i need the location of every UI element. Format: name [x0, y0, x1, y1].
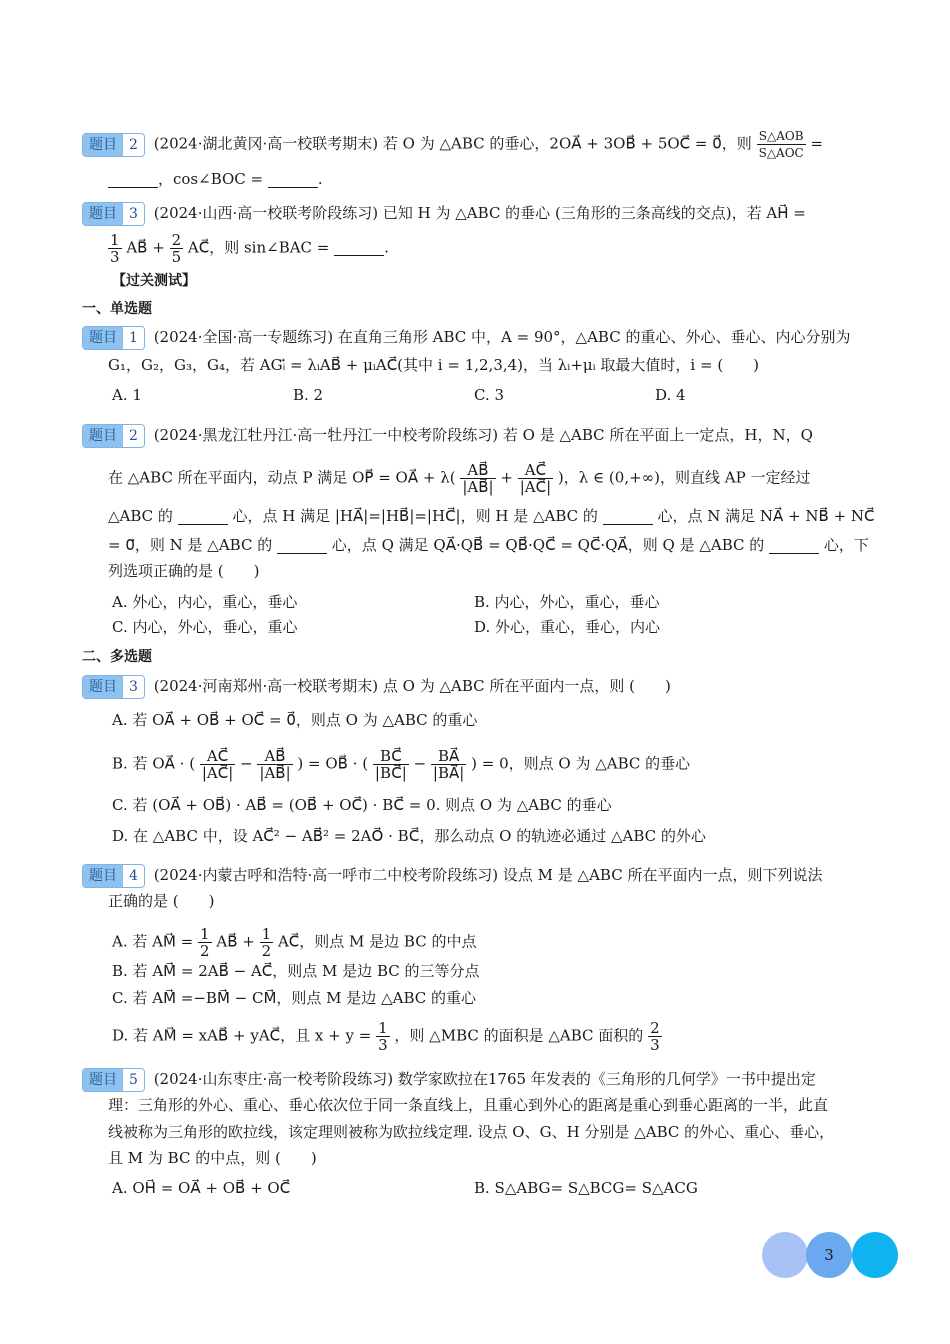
option-c[interactable]: C. 若 AM⃗ =−BM⃗ − CM⃗，则点 M 是边 △ABC 的重心 — [112, 989, 476, 1007]
section-single-choice-heading: 一、单选题 — [82, 301, 152, 317]
question-text: (2024·山东枣庄·高一校考阶段练习) 数学家欧拉在1765 年发表的《三角形的几何学》一书中提出定 — [153, 1070, 816, 1088]
question-tag: 题目 2 — [82, 133, 145, 157]
option-d[interactable]: D. 外心，重心，垂心，内心 — [474, 618, 661, 636]
fraction: $\frac{1}{2}$ — [200, 925, 210, 960]
question-1-line2: G₁，G₂，G₃，G₄，若 AGᵢ⃗ = λᵢAB⃗ + μᵢAC⃗(其中 i = 1,2,3,4)，当 λᵢ+μᵢ 取最大值时，i = ( ) — [108, 356, 760, 374]
fraction: $\frac{BA⃗}{|BA⃗|}$ — [432, 747, 465, 782]
section-multi-choice-heading: 二、多选题 — [82, 649, 152, 665]
section-test-heading: 【过关测试】 — [112, 273, 196, 289]
question-pre-3-line2: $\frac{1}{3}$ AB⃗ + $\frac{2}{5}$ AC⃗，则 sin∠BAC = . — [110, 231, 389, 266]
decor-circle-2 — [806, 1232, 852, 1278]
answer-blank[interactable] — [603, 510, 653, 525]
option-d[interactable]: D. 4 — [655, 386, 686, 404]
question-pre-2: 题目 2 (2024·湖北黄冈·高一校联考期末) 若 O 为 △ABC 的垂心，2OA⃗ + 3OB⃗ + 5OC⃗ = 0⃗，则 $\frac{\text{S△AOB}}{\text{S△AOC}}$ = — [82, 128, 823, 161]
option-b[interactable]: B. 内心，外心，重心，垂心 — [474, 593, 660, 611]
option-b[interactable]: B. 若 AM⃗ = 2AB⃗ − AC⃗，则点 M 是边 BC 的三等分点 — [112, 962, 480, 980]
question-2-line5: 列选项正确的是 ( ) — [108, 562, 260, 580]
option-b[interactable]: B. 2 — [293, 386, 324, 404]
option-a[interactable]: A. 若 AM⃗ = $\frac{1}{2}$ AB⃗ + $\frac{1}{2}$ AC⃗，则点 M 是边 BC 的中点 — [112, 925, 477, 960]
question-text: (2024·内蒙古呼和浩特·高一呼市二中校考阶段练习) 设点 M 是 △ABC 所在平面内一点，则下列说法 — [153, 866, 823, 884]
fraction: $\frac{1}{3}$ — [110, 231, 120, 266]
answer-blank[interactable] — [769, 539, 819, 554]
question-2-line4: = 0⃗，则 N 是 △ABC 的 心，点 Q 满足 QA⃗·QB⃗ = QB⃗·QC⃗ = QC⃗·QA⃗，则 Q 是 △ABC 的 心，下 — [108, 536, 869, 554]
question-pre-2-line2: ，cos∠BOC = . — [108, 168, 323, 190]
answer-blank[interactable] — [268, 173, 318, 188]
page-number-badge — [762, 1232, 902, 1278]
question-tag: 题目 3 — [82, 202, 145, 226]
question-3 — [82, 675, 671, 699]
fraction: $\frac{1}{3}$ — [378, 1019, 388, 1054]
option-c[interactable]: C. 3 — [474, 386, 505, 404]
fraction: $\frac{AC⃗}{|AC⃗|}$ — [519, 461, 552, 496]
option-d[interactable]: D. 在 △ABC 中，设 AC⃗² − AB⃗² = 2AO⃗ · BC⃗，那么动点 O 的轨迹必通过 △ABC 的外心 — [112, 827, 706, 845]
option-b[interactable]: B. 若 OA⃗ · ( $\frac{AC⃗}{|AC⃗|}$ − $\frac{AB⃗}{|AB⃗|}$ ) = OB⃗ · ( $\frac{BC⃗}{|BC⃗|}$ − $\frac{BA⃗}{|BA⃗|}$ ) = 0，则点 O 为 △ABC 的垂心 — [112, 747, 691, 782]
option-d[interactable]: D. 若 AM⃗ = xAB⃗ + yAC⃗，且 x + y = $\frac{1}{3}$ ，则 △MBC 的面积是 △ABC 面积的 $\frac{2}{3}$ — [112, 1019, 660, 1054]
fraction: $\frac{1}{2}$ — [261, 925, 272, 960]
question-5-line2: 理：三角形的外心、重心、垂心依次位于同一条直线上，且重心到外心的距离是重心到垂心距离的一半，此直 — [108, 1096, 829, 1114]
question-2 — [82, 424, 813, 448]
fraction: $\frac{2}{5}$ — [171, 231, 182, 266]
option-c[interactable]: C. 若 (OA⃗ + OB⃗) · AB⃗ = (OB⃗ + OC⃗) · BC⃗ = 0. 则点 O 为 △ABC 的垂心 — [112, 796, 612, 814]
fraction: $\frac{AC⃗}{|AC⃗|}$ — [201, 747, 234, 782]
option-a[interactable]: A. 外心，内心，重心，垂心 — [112, 593, 298, 611]
page-number: 3 — [824, 1246, 834, 1264]
question-text: (2024·全国·高一专题练习) 在直角三角形 ABC 中，A = 90°，△ABC 的重心、外心、垂心、内心分别为 — [153, 328, 851, 346]
fraction: $\frac{AB⃗}{|AB⃗|}$ — [462, 461, 494, 496]
question-pre-3 — [82, 202, 806, 226]
answer-blank[interactable] — [334, 241, 384, 256]
question-4-line2: 正确的是 ( ) — [108, 892, 215, 910]
question-1 — [82, 326, 850, 350]
question-tag: 题目 2 — [82, 424, 145, 448]
option-c[interactable]: C. 内心，外心，垂心，重心 — [112, 618, 298, 636]
decor-circle-1 — [762, 1232, 808, 1278]
area-ratio-fraction: $\frac{\text{S△AOB}}{\text{S△AOC}}$ — [758, 129, 804, 160]
question-5-line3: 线被称为三角形的欧拉线，该定理则被称为欧拉线定理. 设点 O、G、H 分别是 △ABC 的外心、重心、垂心， — [108, 1123, 835, 1141]
question-text: (2024·湖北黄冈·高一校联考期末) 若 O 为 △ABC 的垂心，2OA⃗ + 3OB⃗ + 5OC⃗ = 0⃗，则 — [153, 134, 752, 153]
fraction: $\frac{BC⃗}{|BC⃗|}$ — [374, 747, 407, 782]
option-a[interactable]: A. 1 — [112, 386, 142, 404]
question-tag: 题目 5 — [82, 1068, 145, 1092]
question-tag: 题目 3 — [82, 675, 145, 699]
question-text: (2024·山西·高一校联考阶段练习) 已知 H 为 △ABC 的垂心 (三角形的三条高线的交点)，若 AH⃗ = — [153, 204, 806, 222]
option-b[interactable]: B. S△ABG= S△BCG= S△ACG — [474, 1179, 698, 1197]
question-5-line4: 且 M 为 BC 的中点，则 ( ) — [108, 1149, 317, 1167]
question-tag: 题目 4 — [82, 864, 145, 888]
question-4 — [82, 864, 822, 888]
answer-blank[interactable] — [108, 173, 158, 188]
fraction: $\frac{AB⃗}{|AB⃗|}$ — [259, 747, 291, 782]
decor-circle-3 — [852, 1232, 898, 1278]
question-tag: 题目 1 — [82, 326, 145, 350]
question-5 — [82, 1068, 816, 1092]
question-2-line3: △ABC 的 心，点 H 满足 |HA⃗|=|HB⃗|=|HC⃗|，则 H 是 △ABC 的 心，点 N 满足 NA⃗ + NB⃗ + NC⃗ — [108, 507, 875, 525]
option-a[interactable]: A. 若 OA⃗ + OB⃗ + OC⃗ = 0⃗，则点 O 为 △ABC 的重心 — [112, 711, 478, 729]
answer-blank[interactable] — [277, 539, 327, 554]
question-text: (2024·河南郑州·高一校联考期末) 点 O 为 △ABC 所在平面内一点，则 ( ) — [153, 677, 671, 695]
answer-blank[interactable] — [178, 510, 228, 525]
question-text: (2024·黑龙江牡丹江·高一牡丹江一中校考阶段练习) 若 O 是 △ABC 所在平面上一定点，H，N，Q — [153, 426, 813, 444]
option-a[interactable]: A. OH⃗ = OA⃗ + OB⃗ + OC⃗ — [112, 1179, 291, 1197]
question-2-line2: 在 △ABC 所在平面内，动点 P 满足 OP⃗ = OA⃗ + λ( $\frac{AB⃗}{|AB⃗|}$ + $\frac{AC⃗}{|AC⃗|}$ )，λ ∈ (0,+∞)，则直线 AP 一定经过 — [108, 461, 811, 496]
fraction: $\frac{2}{3}$ — [650, 1019, 660, 1054]
